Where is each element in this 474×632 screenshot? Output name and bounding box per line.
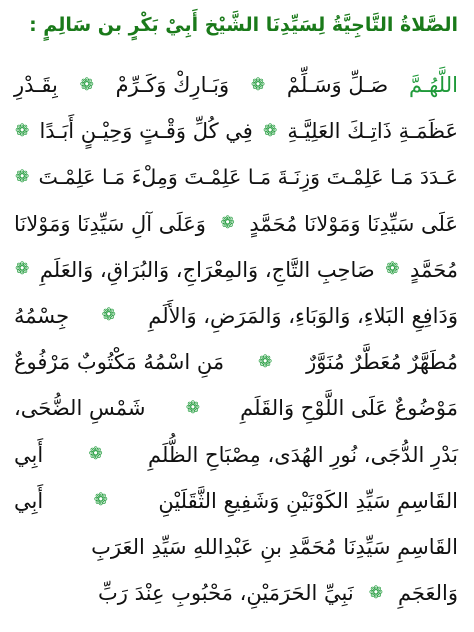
text-line — [14, 572, 458, 614]
text-segment: صَـلِّ وَسَـلِّمْ — [286, 73, 389, 97]
text-line — [14, 64, 458, 106]
text-segment: وَالعَجَمِ — [397, 581, 458, 606]
text-segment: مَوْضُوعٌ عَلَى اللَّوْحِ وَالقَلَمِ — [240, 396, 458, 421]
text-line — [14, 526, 458, 568]
text-segment: وَدَافِعِ البَلاءِ، وَالوَبَاءِ، وَالمَرَضِ، وَالأَلَمِ — [148, 303, 458, 328]
text-line — [14, 156, 458, 198]
text-line — [14, 249, 458, 291]
text-line — [14, 387, 458, 429]
opening-word: اللَّهُـمَّ — [409, 73, 458, 97]
text-segment: عَظَمَـةِ ذَاتِـكَ العَلِيَّـةِ — [287, 119, 458, 144]
green-star-ornament-icon: ❁ — [368, 582, 383, 603]
text-segment: أَبِي — [14, 442, 44, 467]
text-segment: وَبَـارِكْ وَكَـرِّمْ — [115, 73, 230, 97]
text-segment: القَاسِمِ سَيِّدِنَا مُحَمَّدِ بنِ عَبْدِاللهِ سَيِّدِ العَرَبِ — [91, 534, 458, 559]
green-star-ornament-icon: ❁ — [250, 74, 266, 95]
text-line — [14, 480, 458, 522]
prayer-text-body — [14, 64, 458, 618]
green-star-ornament-icon: ❁ — [258, 351, 273, 372]
green-star-ornament-icon: ❁ — [93, 490, 108, 511]
text-line — [14, 295, 458, 337]
text-segment: فِي كُلِّ وَقْـتٍ وَحِيْـنٍ أَبَـدًا — [39, 119, 253, 144]
text-segment: مَنِ اسْمُهُ مَكْتُوبٌ مَرْفُوعٌ — [14, 350, 225, 375]
text-segment: وَعَلَى آلِ سَيِّدِنَا وَمَوْلانَا — [14, 211, 206, 236]
text-segment: بَدْرِ الدُّجَى، نُورِ الهُدَى، مِصْبَاحِ الظُّلَمِ — [147, 442, 458, 467]
green-star-ornament-icon: ❁ — [15, 259, 30, 280]
green-star-ornament-icon: ❁ — [101, 305, 116, 326]
text-line — [14, 110, 458, 152]
green-star-ornament-icon: ❁ — [15, 166, 30, 187]
green-star-ornament-icon: ❁ — [185, 397, 200, 418]
green-star-ornament-icon: ❁ — [262, 120, 278, 141]
text-line — [14, 434, 458, 476]
text-line — [14, 341, 458, 383]
text-segment: صَاحِبِ التَّاجِ، وَالمِعْرَاجِ، وَالبُرَاقِ، وَالعَلَمِ — [39, 257, 375, 282]
green-star-ornament-icon: ❁ — [79, 74, 94, 95]
green-star-ornament-icon: ❁ — [220, 213, 235, 234]
text-segment: بِقَـدْرِ — [14, 73, 58, 97]
text-segment: عَـدَدَ مَـا عَلِمْـتَ وَزِنَـةَ مَـا عَلِمْـتَ وَمِلْءَ مَـا عَلِمْـتَ — [38, 165, 458, 190]
text-line — [14, 203, 458, 245]
text-segment: أَبِي — [14, 488, 44, 513]
page-title: الصَّلاةُ التَّاجِيَّةُ لِسَيِّدِنَا الشَّيْخ أَبِيْ بَكْرٍ بن سَالِمٍ : — [29, 14, 458, 36]
green-star-ornament-icon: ❁ — [88, 444, 103, 464]
green-star-ornament-icon: ❁ — [385, 259, 400, 280]
text-segment: عَلَى سَيِّدِنَا وَمَوْلانَا مُحَمَّدٍ — [249, 211, 458, 236]
text-segment: نَبِيِّ الحَرَمَيْنِ، مَحْبُوبِ عِنْدَ رَبِّ — [98, 581, 354, 606]
text-segment: جِسْمُهُ — [14, 303, 70, 328]
text-segment: مُحَمَّدٍ — [410, 257, 458, 282]
text-segment: القَاسِمِ سَيِّدِ الكَوْنَيْنِ وَشَفِيعِ الثَّقَلَيْنِ — [158, 488, 458, 513]
text-segment: شَمْسِ الضُّحَى، — [14, 396, 146, 421]
text-segment: مُطَهَّرٌ مُعَطَّرٌ مُنَوَّرٌ — [306, 350, 458, 375]
green-star-ornament-icon: ❁ — [15, 120, 30, 141]
